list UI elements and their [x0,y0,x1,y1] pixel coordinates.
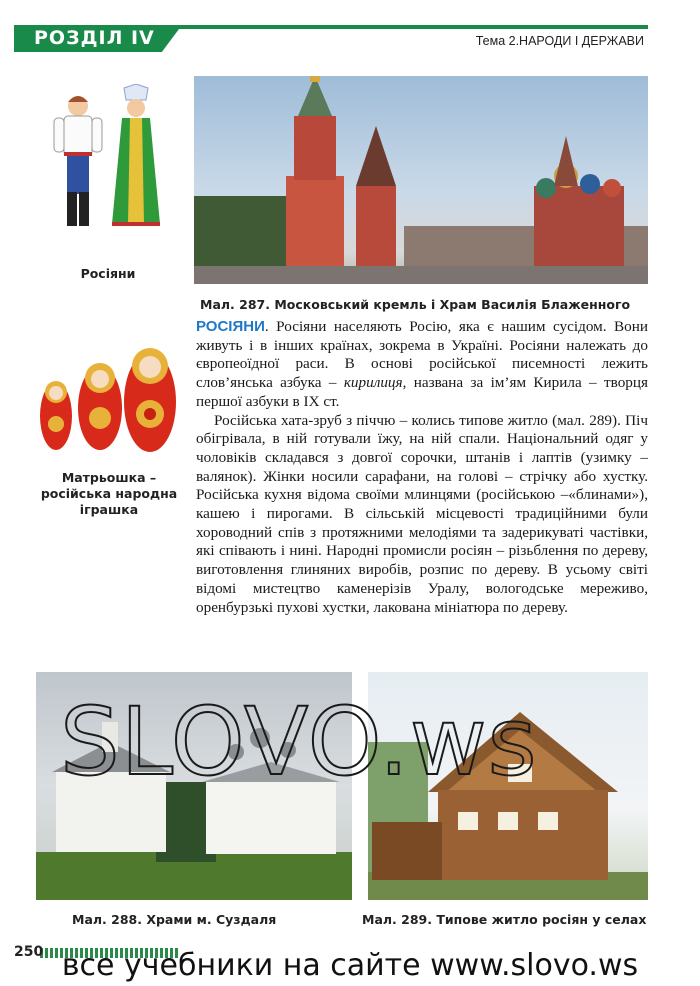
caption-russians: Росіяни [80,266,136,281]
caption-matryoshka-line2: російська народна [40,486,178,501]
page-number: 250 [14,944,44,960]
topic-title: Тема 2.НАРОДИ І ДЕРЖАВИ [475,34,644,48]
matryoshka-photo [38,338,178,452]
section-heading-russians: РОСІЯНИ [196,318,265,335]
article-text [196,318,648,617]
section-title: РОЗДІЛ IV [34,27,155,49]
caption-matryoshka-line3: іграшка [79,502,139,517]
page-header [14,25,648,52]
caption-matryoshka [34,470,184,518]
paragraph-1-end: , названа за ім’ям Кирила – творця першої азбуки в IX ст. [196,374,648,410]
paragraph-2: Російська хата-зруб з піччю – колись типове житло (мал. 289). Піч обігрівала, в ній готували їжу, на ній спали. Національний одяг у чоловіків складався з довгої сорочки, штанів і лаптів (узимку – валянок). Жінки носили сарафани, на голові – стрічку або хустку. Російська кухня відома своїми млинцями (російською –«блинами»), кашею і пирогами. В сільській місцевості традиційними були хороводний спів з протяжними мелодіями та задерикуваті частівки, які співають і нині. Народні промисли росіян – різьблення по дереву, виготовлення глиняних виробів, розпис по дереву. В усьому світі відомі мистецтво каменерізів Уралу, вологодське мереживо, оренбурзькі пухові хустки, лакована мініатюра по дереву. [196,411,648,616]
paragraph-1-italic-term: кирилиця [343,374,403,392]
site-footer-line: все учебники на сайте www.slovo.ws [61,948,639,983]
russians-costume-illustration [46,84,170,234]
caption-matryoshka-line1: Матрьошка – [61,470,157,485]
watermark-logo: SLOVO.ws [60,688,538,797]
caption-fig-289: Мал. 289. Типове житло росіян у селах [362,912,647,927]
paragraph-1-text: . Росіяни населяють Росію, яка є нашим сусідом. Вони живуть і в інших країнах, зокрема в Україні. Росіяни належать до європеоїдної раси. В основі російської писемності лежить слов’янська азбука – [196,318,648,392]
paragraph-1 [196,318,648,412]
caption-fig-288: Мал. 288. Храми м. Суздаля [72,912,277,927]
caption-fig-287: Мал. 287. Московський кремль і Храм Василія Блаженного [200,297,631,312]
kremlin-photo [194,76,648,284]
